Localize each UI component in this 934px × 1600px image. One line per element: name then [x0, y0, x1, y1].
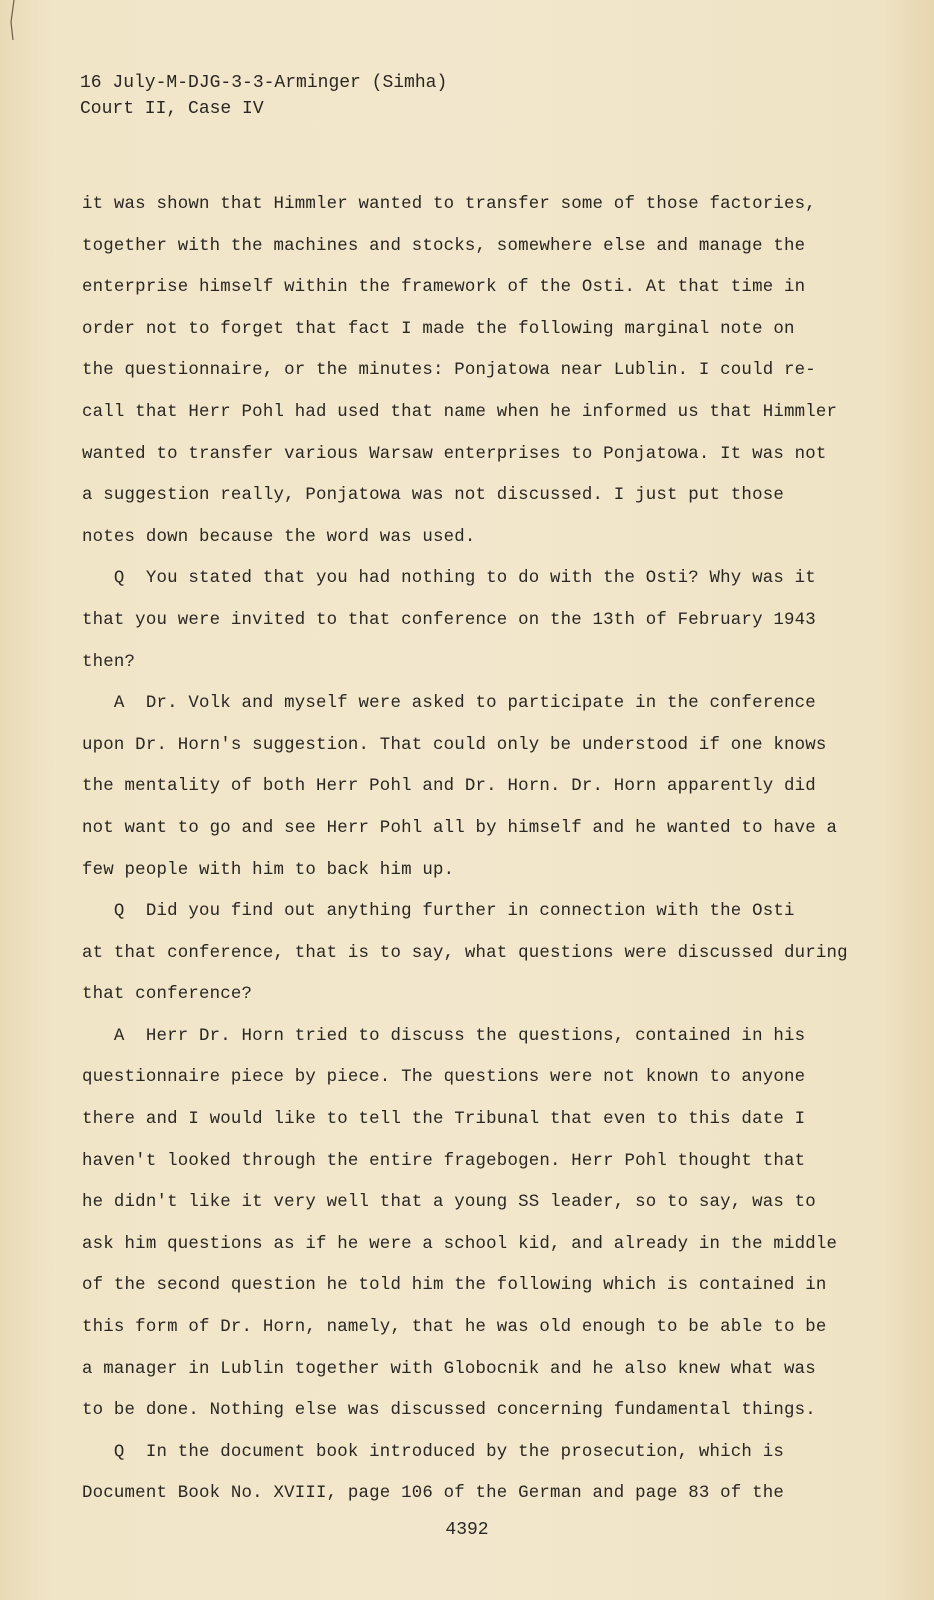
body-line: Q Did you find out anything further in connection with the Osti: [82, 902, 795, 922]
body-line: order not to forget that fact I made the following marginal note on: [82, 319, 795, 339]
body-line: there and I would like to tell the Tribunal that even to this date I: [82, 1110, 806, 1130]
body-line: ask him questions as if he were a school kid, and already in the middle: [82, 1234, 838, 1254]
body-line: enterprise himself within the framework of the Osti. At that time in: [82, 278, 806, 298]
body-line: that you were invited to that conference on the 13th of February 1943: [82, 610, 816, 630]
body-line: Q You stated that you had nothing to do with the Osti? Why was it: [82, 569, 816, 589]
body-line: it was shown that Himmler wanted to transfer some of those factories,: [82, 195, 816, 214]
transcript-body: [82, 184, 852, 1515]
body-line: Document Book No. XVIII, page 106 of the German and page 83 of the: [82, 1484, 784, 1504]
body-line: few people with him to back him up.: [82, 860, 455, 880]
body-line: the questionnaire, or the minutes: Ponjatowa near Lublin. I could re-: [82, 361, 816, 381]
body-line: a manager in Lublin together with Globocnik and he also knew what was: [82, 1359, 816, 1379]
header-reference-line: 16 July-M-DJG-3-3-Arminger (Simha): [80, 73, 448, 93]
body-line: A Dr. Volk and myself were asked to participate in the conference: [82, 694, 816, 714]
body-line: the mentality of both Herr Pohl and Dr. Horn. Dr. Horn apparently did: [82, 777, 816, 797]
body-line: haven't looked through the entire fragebogen. Herr Pohl thought that: [82, 1151, 806, 1171]
body-line: together with the machines and stocks, somewhere else and manage the: [82, 236, 806, 256]
document-header: [80, 70, 447, 122]
body-line: upon Dr. Horn's suggestion. That could only be understood if one knows: [82, 735, 827, 755]
body-line: not want to go and see Herr Pohl all by himself and he wanted to have a: [82, 818, 838, 838]
body-line: wanted to transfer various Warsaw enterprises to Ponjatowa. It was not: [82, 444, 827, 464]
body-line: a suggestion really, Ponjatowa was not discussed. I just put those: [82, 486, 784, 506]
body-line: of the second question he told him the following which is contained in: [82, 1276, 827, 1296]
body-line: A Herr Dr. Horn tried to discuss the questions, contained in his: [82, 1026, 806, 1046]
body-line: to be done. Nothing else was discussed concerning fundamental things.: [82, 1401, 816, 1421]
header-court-line: Court II, Case IV: [80, 99, 264, 119]
body-line: he didn't like it very well that a young SS leader, so to say, was to: [82, 1193, 816, 1213]
body-line: at that conference, that is to say, what questions were discussed during: [82, 943, 848, 963]
body-line: that conference?: [82, 985, 253, 1005]
body-line: call that Herr Pohl had used that name when he informed us that Himmler: [82, 402, 838, 422]
body-line: then?: [82, 652, 136, 672]
body-line: questionnaire piece by piece. The questions were not known to anyone: [82, 1068, 806, 1088]
body-line: Q In the document book introduced by the prosecution, which is: [82, 1442, 784, 1462]
body-line: this form of Dr. Horn, namely, that he was old enough to be able to be: [82, 1318, 827, 1338]
page-number: 4392: [445, 1520, 489, 1540]
paper-edge-mark: [4, 0, 18, 60]
body-line: notes down because the word was used.: [82, 527, 476, 547]
